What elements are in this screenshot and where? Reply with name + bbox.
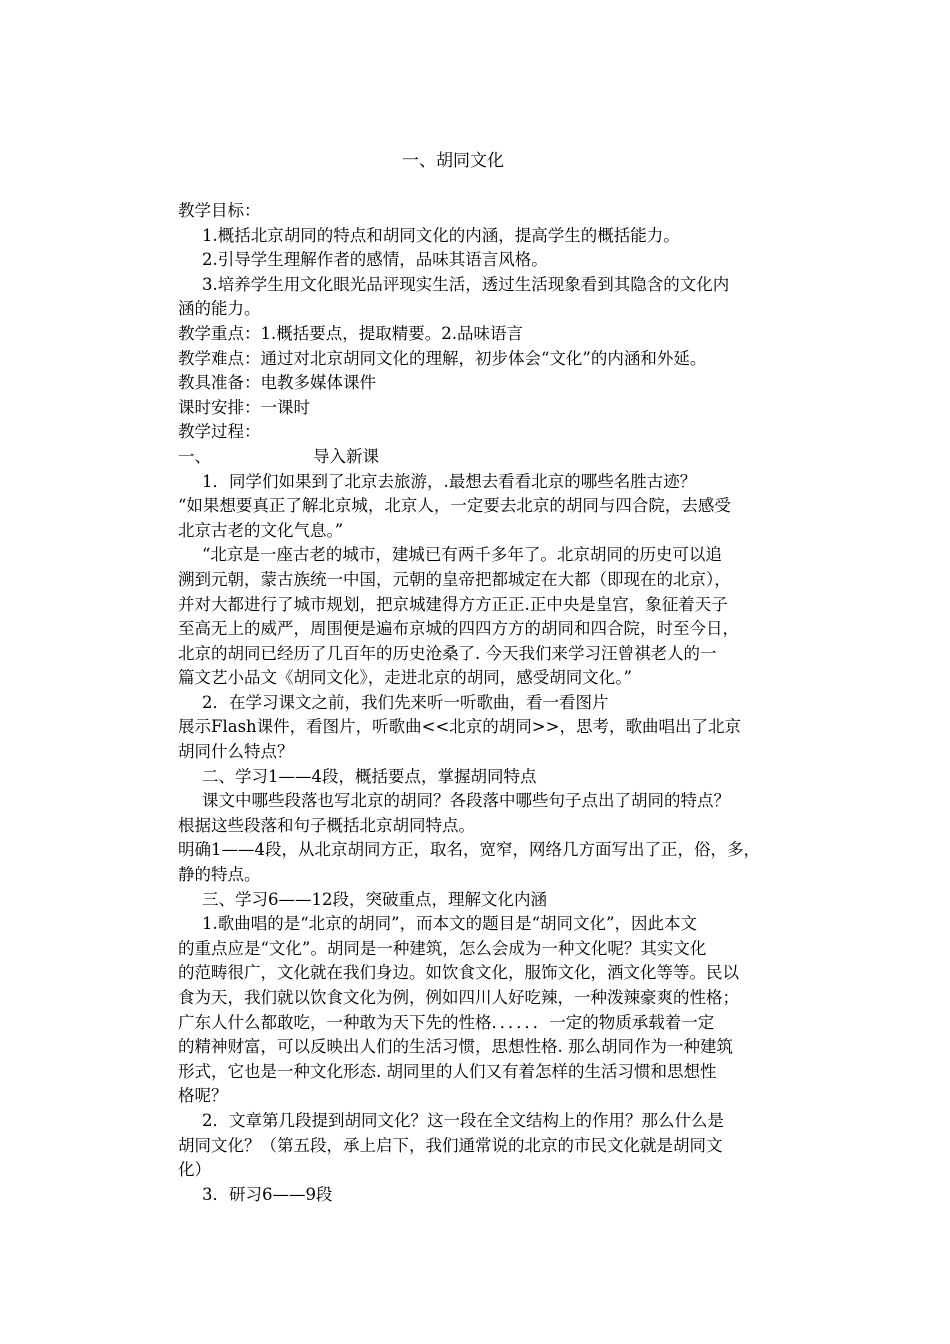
text-line: 2．在学习课文之前，我们先来听一听歌曲，看一看图片 [202,692,609,712]
text-line: 2.引导学生理解作者的感情，品味其语言风格。 [202,250,548,270]
section-number: 一、 [178,446,211,466]
document-body [178,199,818,1207]
text-line: 北京的胡同已经历了几百年的历史沧桑了. 今天我们来学习汪曾祺老人的一 [178,643,717,663]
text-line: 教学难点：通过对北京胡同文化的理解，初步体会“文化”的内涵和外延。 [178,348,707,368]
text-line: 1.歌曲唱的是“北京的胡同”，而本文的题目是“胡同文化”，因此本文 [202,914,697,934]
text-line: 的重点应是“文化”。胡同是一种建筑，怎么会成为一种文化呢？其实文化 [178,938,707,958]
text-line: “北京是一座古老的城市，建城已有两千多年了。北京胡同的历史可以追 [202,545,722,565]
text-line: 2．文章第几段提到胡同文化？这一段在全文结构上的作用？那么什么是 [202,1110,724,1130]
text-line: “如果想要真正了解北京城，北京人，一定要去北京的胡同与四合院，去感受 [178,496,731,516]
text-line: 展示Flash课件，看图片，听歌曲<<北京的胡同>>，思考，歌曲唱出了北京 [178,717,741,737]
text-line: 的范畴很广，文化就在我们身边。如饮食文化，服饰文化，酒文化等等。民以 [178,963,739,983]
text-line: 食为天，我们就以饮食文化为例，例如四川人好吃辣，一种泼辣豪爽的性格； [178,988,739,1007]
text-line: 篇文艺小品文《胡同文化》，走进北京的胡同，感受胡同文化。” [178,668,632,688]
page-title: 一、胡同文化 [402,151,504,171]
text-line: 的精神财富，可以反映出人们的生活习惯，思想性格. 那么胡同作为一种建筑 [178,1037,733,1057]
text-line: 根据这些段落和句子概括北京胡同特点。 [178,815,475,835]
text-line: 涵的能力。 [178,299,261,319]
text-line: 1.概括北京胡同的特点和胡同文化的内涵，提高学生的概括能力。 [202,225,680,245]
text-line: 并对大都进行了城市规划，把京城建得方方正正.正中央是皇宫，象征着天子 [178,594,728,614]
text-line: 格呢？ [178,1086,228,1106]
text-line: 北京古老的文化气息。” [178,520,344,540]
text-line: 胡同什么特点？ [178,742,294,762]
text-line: 形式，它也是一种文化形态. 胡同里的人们又有着怎样的生活习惯和思想性 [178,1061,717,1081]
section-heading: 三、学习6——12段，突破重点，理解文化内涵 [202,889,547,909]
text-line: 教学重点：1.概括要点，提取精要。2.品味语言 [178,323,523,343]
text-line: 1．同学们如果到了北京去旅游，.最想去看看北京的哪些名胜古迹？ [202,471,697,491]
text-line: 溯到元朝，蒙古族统一中国，元朝的皇帝把都城定在大都（即现在的北京）， [178,569,731,589]
document-page [178,0,818,1344]
text-line: 教学过程： [178,422,261,442]
text-line: 教具准备：电教多媒体课件 [178,373,376,393]
text-line: 3.培养学生用文化眼光品评现实生活，透过生活现象看到其隐含的文化内 [202,274,730,294]
text-line: 教学目标： [178,201,261,220]
section-title: 导入新课 [313,446,379,466]
text-line: 广东人什么都敢吃，一种敢为天下先的性格．．．．．．一定的物质承载着一定 [178,1012,715,1032]
text-line: 化） [178,1160,211,1180]
text-line: 3．研习6——9段 [202,1184,333,1204]
text-line: 至高无上的威严，周围便是遍布京城的四四方方的胡同和四合院，时至今日， [178,619,739,639]
text-line: 课文中哪些段落也写北京的胡同？各段落中哪些句子点出了胡同的特点？ [202,791,730,811]
section-heading: 二、学习1——4段，概括要点，掌握胡同特点 [202,766,537,786]
text-line: 静的特点。 [178,865,261,885]
section-heading [178,445,818,470]
text-line: 课时安排：一课时 [178,397,310,417]
text-line: 胡同文化？（第五段，承上启下，我们通常说的北京的市民文化就是胡同文 [178,1135,723,1155]
text-line: 明确1——4段，从北京胡同方正，取名，宽窄，网络几方面写出了正，俗，多， [178,840,760,860]
